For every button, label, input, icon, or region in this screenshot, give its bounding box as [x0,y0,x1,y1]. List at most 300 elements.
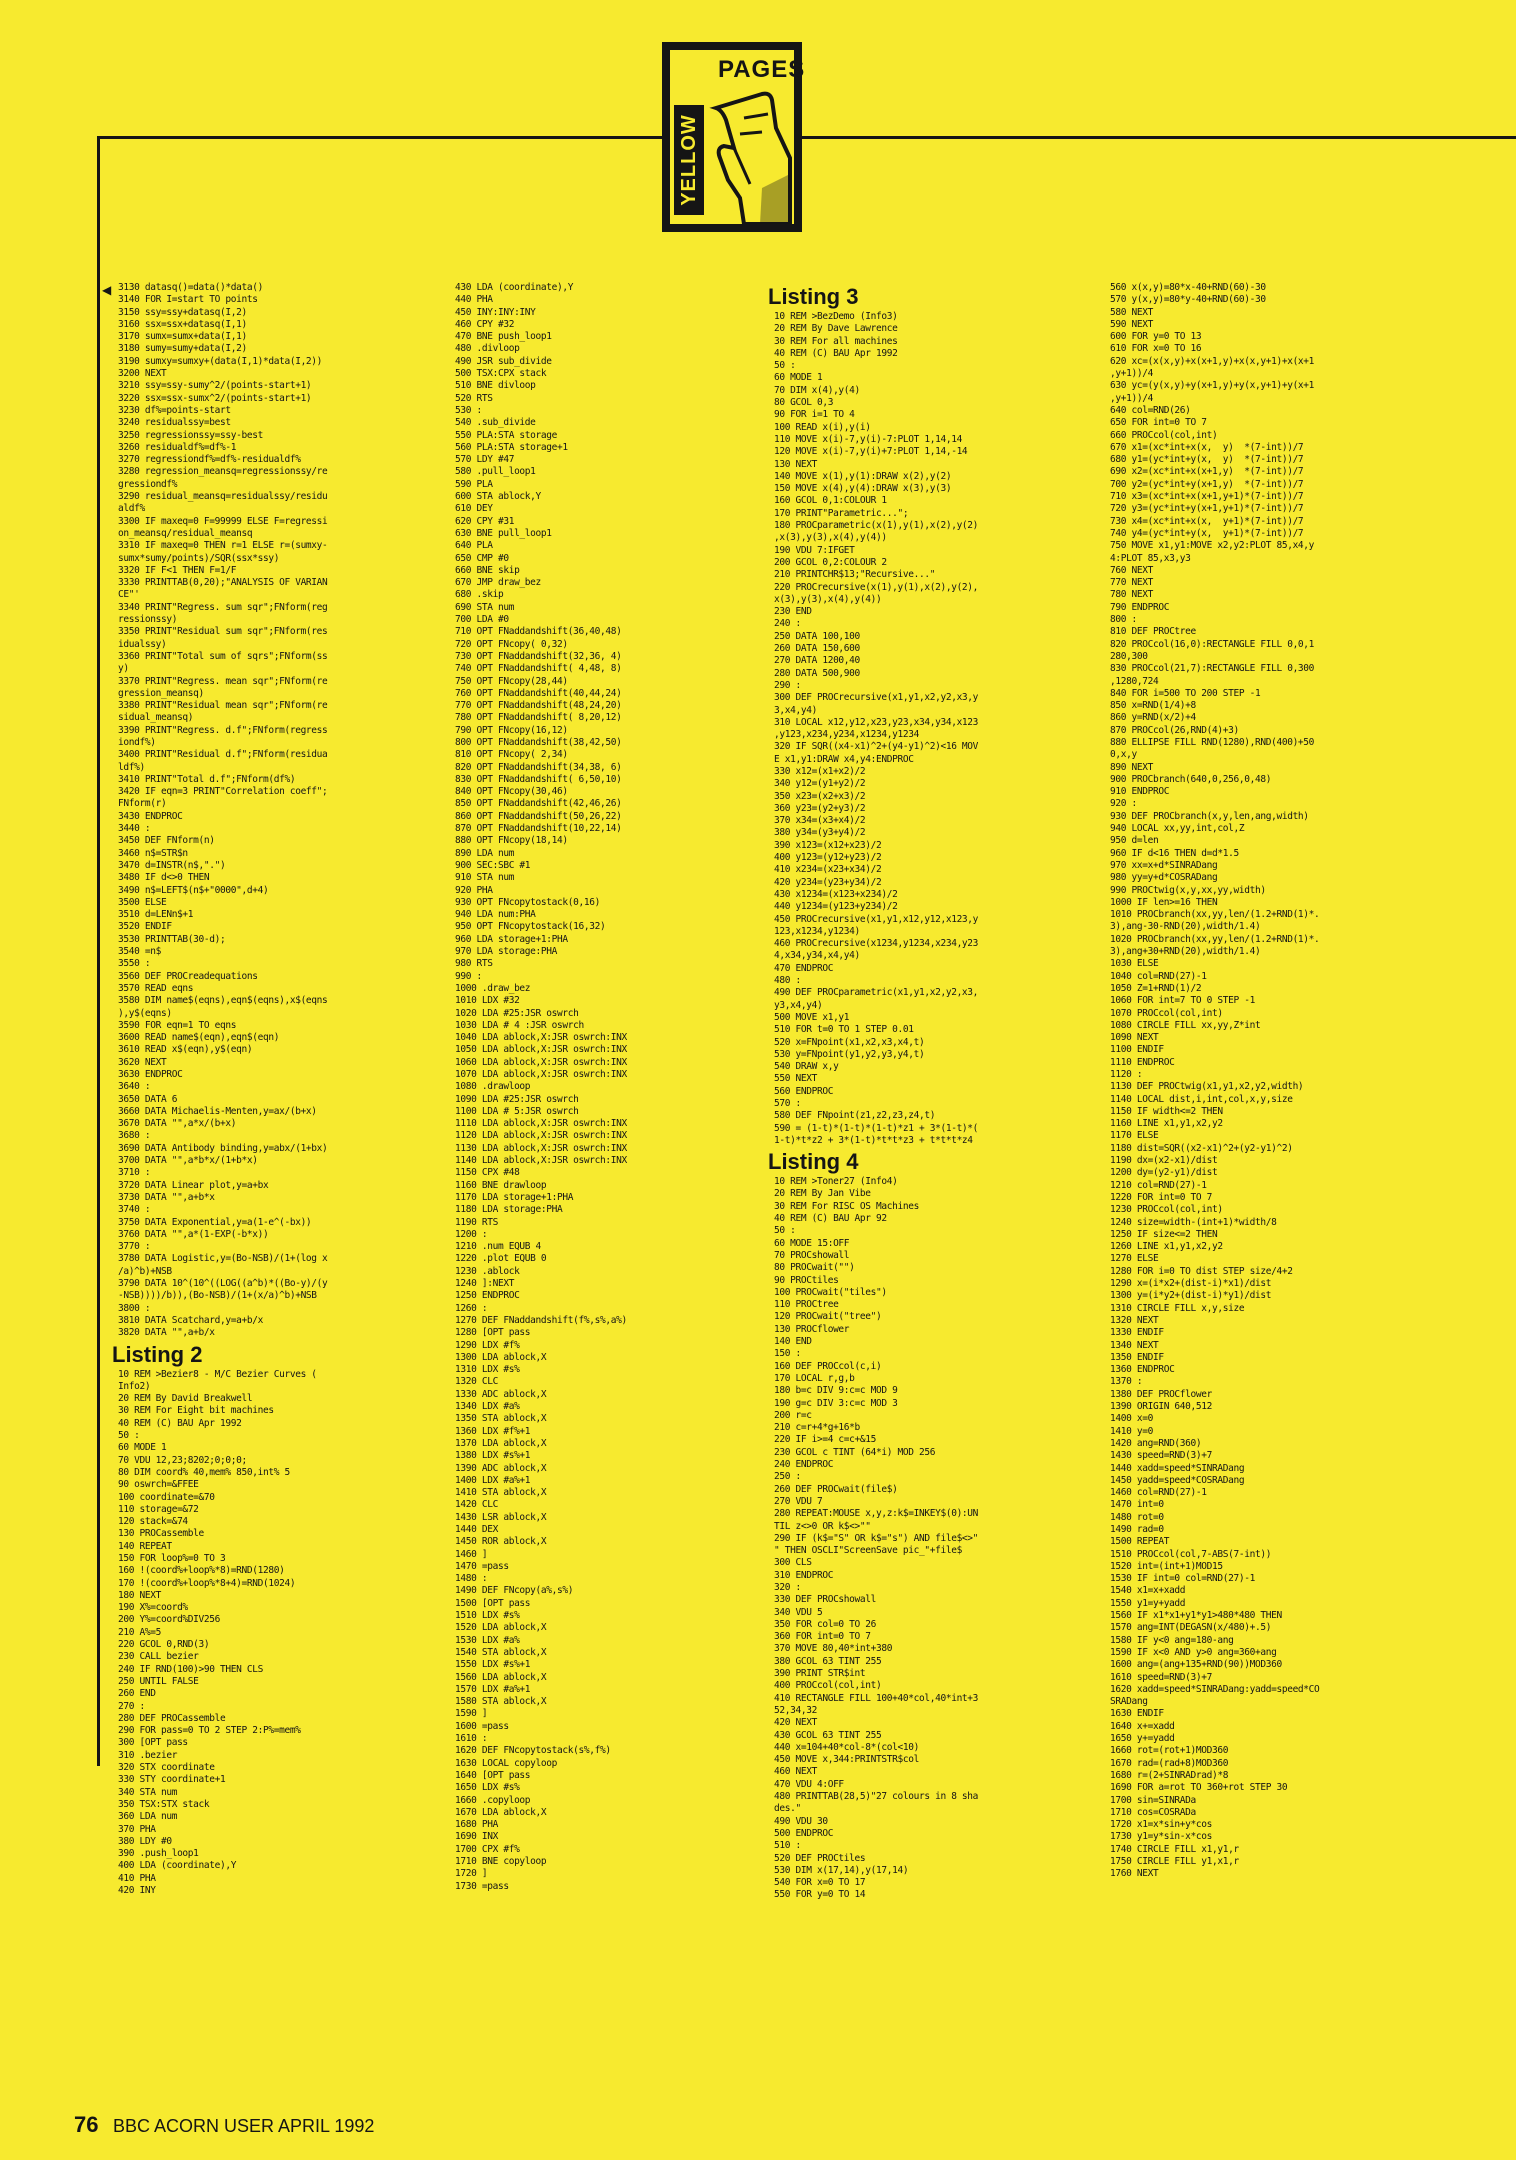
code-line: 440 y1234=(y123+y234)/2 [774,901,898,913]
code-line: 3),ang+30+RND(20),width/1.4) [1110,946,1261,958]
code-line: 680 y1=(yc*int+y(x, y) *(7-int))/7 [1110,454,1304,466]
code-line: 280,300 [1110,650,1148,662]
code-line: TIL z<>0 OR k$<>"" [774,1520,871,1532]
code-line: 1540 x1=x+xadd [1110,1585,1186,1597]
code-line: 430 x1234=(x123+x234)/2 [774,888,898,900]
code-line: 560 PLA:STA storage+1 [455,441,568,453]
code-line: 10 REM >Toner27 (Info4) [774,1176,898,1188]
code-line: 890 NEXT [1110,761,1153,773]
code-line: 190 VDU 7:IFGET [774,544,855,556]
code-line: 1260 LINE x1,y1,x2,y2 [1110,1241,1223,1253]
code-line: 30 REM For RISC OS Machines [774,1200,919,1212]
code-line: 290 FOR pass=0 TO 2 STEP 2:P%=mem% [118,1725,301,1737]
code-line: 1700 CPX #f% [455,1843,520,1855]
code-line: 350 x23=(x2+x3)/2 [774,790,866,802]
code-line: 1490 rad=0 [1110,1523,1164,1535]
code-line: 3640 : [118,1081,151,1093]
code-line: 3750 DATA Exponential,y=a(1-e^(-bx)) [118,1216,312,1228]
code-line: 50 : [774,1225,796,1237]
code-line: 180 b=c DIV 9:c=c MOD 9 [774,1385,898,1397]
code-line: 580 NEXT [1110,306,1153,318]
code-line: gressiondf% [118,478,178,490]
code-line: 3290 residual_meansq=residualssy/residu [118,491,328,503]
code-line: 680 .skip [455,589,504,601]
code-line: 470 VDU 4:OFF [774,1778,844,1790]
code-line: 630 BNE pull_loop1 [455,527,552,539]
code-line: 3480 IF d<>0 THEN [118,872,210,884]
code-line: 3230 df%=points-start [118,404,231,416]
code-line: 1710 BNE copyloop [455,1856,547,1867]
code-line: 110 PROCtree [774,1299,839,1311]
page-number: 76 [74,2112,99,2137]
code-line: 200 r=c [774,1409,812,1421]
page-footer [74,2112,374,2138]
code-line: 1380 LDX #s%+1 [455,1450,531,1462]
code-line: 810 OPT FNcopy( 2,34) [455,749,568,761]
code-line: 960 IF d<16 THEN d=d*1.5 [1110,847,1239,859]
code-line: 3590 FOR eqn=1 TO eqns [118,1019,237,1031]
code-line: y) [118,663,129,675]
code-line: 1120 LDA ablock,X:JSR oswrch:INX [455,1130,627,1142]
code-line: 780 NEXT [1110,589,1153,601]
code-line: 1130 DEF PROCtwig(x1,y1,x2,y2,width) [1110,1081,1304,1093]
code-line: 3600 READ name$(eqn),eqn$(eqn) [118,1032,280,1044]
code-line: 580 .pull_loop1 [455,466,536,478]
code-line: /a)^b)+NSB [118,1265,172,1277]
code-line: 1160 LINE x1,y1,x2,y2 [1110,1118,1223,1130]
code-line: 280 DATA 500,900 [774,667,860,679]
code-line: 1350 ENDIF [1110,1351,1164,1363]
code-line: 1090 LDA #25:JSR oswrch [455,1093,579,1105]
code-line: 870 OPT FNaddandshift(10,22,14) [455,823,622,835]
code-line: 460 PROCrecursive(x1234,y1234,x234,y23 [774,938,979,950]
code-line: 80 PROCwait("") [774,1262,855,1274]
code-line: 880 ELLIPSE FILL RND(1280),RND(400)+50 [1110,736,1315,748]
code-line: 730 x4=(xc*int+x(x, y+1)*(7-int))/7 [1110,515,1304,527]
code-line: 1150 IF width<=2 THEN [1110,1105,1223,1117]
code-line: 430 GCOL 63 TINT 255 [774,1729,882,1741]
code-line: 3,x4,y4) [774,704,817,716]
code-line: 120 PROCwait("tree") [774,1311,882,1323]
code-line: 3500 ELSE [118,896,167,908]
code-line: 790 ENDPROC [1110,601,1170,613]
code-line: 180 NEXT [118,1589,161,1601]
code-line: 50 : [118,1430,140,1442]
code-line: 710 x3=(xc*int+x(x+1,y+1)*(7-int))/7 [1110,491,1304,503]
hand-icon [710,88,794,224]
code-line: 290 : [774,679,801,691]
code-line: 3340 PRINT"Regress. sum sqr";FNform(reg [118,601,328,613]
code-line: 200 Y%=coord%DIV256 [118,1614,221,1626]
code-line: 80 GCOL 0,3 [774,397,834,409]
code-line: 1080 .drawloop [455,1081,531,1093]
code-line: 520 RTS [455,392,493,404]
code-line: 580 DEF FNpoint(z1,z2,z3,z4,t) [774,1110,936,1122]
code-line: 920 PHA [455,884,493,896]
code-line: 1220 .plot EQUB 0 [455,1253,547,1265]
code-line: 123,x1234,y1234) [774,925,860,937]
code-line: 890 LDA num [455,847,515,859]
code-line: 420 NEXT [774,1717,817,1729]
code-line: 440 PHA [455,294,493,306]
code-line: 3220 ssx=ssx-sumx^2/(points-start+1) [118,392,312,404]
code-line: 510 BNE divloop [455,380,536,392]
code-line: 540 .sub_divide [455,417,536,429]
code-line: 150 FOR loop%=0 TO 3 [118,1552,226,1564]
code-line: 830 OPT FNaddandshift( 6,50,10) [455,773,622,785]
code-line: 630 yc=(y(x,y)+y(x+1,y)+y(x,y+1)+y(x+1 [1110,380,1315,392]
code-line: 1230 .ablock [455,1265,520,1277]
code-line: 420 INY [118,1885,156,1896]
code-line: 670 JMP draw_bez [455,577,541,589]
code-line: 3560 DEF PROCreadequations [118,970,258,982]
code-line: 60 MODE 15:OFF [774,1237,850,1249]
code-line: -NSB))))/b)),(Bo-NSB)/(1+(x/a)^b)+NSB [118,1290,317,1302]
code-line: 590 PLA [455,478,493,490]
code-line: 900 PROCbranch(640,0,256,0,48) [1110,773,1272,785]
code-line: 1650 y+=yadd [1110,1733,1175,1745]
code-line: 1220 FOR int=0 TO 7 [1110,1191,1213,1203]
code-line: 1740 CIRCLE FILL x1,y1,r [1110,1843,1239,1855]
code-line: 450 INY:INY:INY [455,306,536,318]
code-line: 320 : [774,1581,801,1593]
code-line: ,1280,724 [1110,675,1159,687]
code-line: 460 CPY #32 [455,318,515,330]
code-line: 400 LDA (coordinate),Y [118,1860,237,1872]
code-line: 1660 .copyloop [455,1794,531,1806]
code-line: 640 col=RND(26) [1110,404,1191,416]
code-line: 970 LDA storage:PHA [455,946,558,958]
code-line: 360 FOR int=0 TO 7 [774,1631,871,1643]
code-line: 1620 DEF FNcopytostack(s%,f%) [455,1745,611,1757]
code-line: 1750 CIRCLE FILL y1,x1,r [1110,1856,1239,1867]
code-line: 3730 DATA "",a+b*x [118,1191,215,1203]
code-line: 1250 IF size<=2 THEN [1110,1228,1218,1240]
code-line: 3470 d=INSTR(n$,".") [118,859,226,871]
code-line: 1280 [OPT pass [455,1327,531,1339]
code-line: 730 OPT FNaddandshift(32,36, 4) [455,650,622,662]
code-line: 740 y4=(yc*int+y(x, y+1)*(7-int))/7 [1110,527,1304,539]
code-line: 480 PRINTTAB(28,5)"27 colours in 8 sha [774,1791,979,1803]
code-line: 410 x234=(x23+x34)/2 [774,864,882,876]
code-line: 980 yy=y+d*COSRADang [1110,872,1218,884]
code-line: 3400 PRINT"Residual d.f";FNform(residua [118,749,328,761]
code-line: ,y+1))/4 [1110,368,1153,380]
code-line: 1480 : [455,1573,488,1585]
code-line: 1070 PROCcol(col,int) [1110,1007,1223,1019]
code-line: 230 END [774,606,812,618]
code-line: 1400 x=0 [1110,1413,1153,1425]
code-line: 650 FOR int=0 TO 7 [1110,417,1207,429]
code-line: 690 STA num [455,601,515,613]
code-line: 1280 FOR i=0 TO dist STEP size/4+2 [1110,1265,1293,1277]
code-line: 1180 dist=SQR((x2-x1)^2+(y2-y1)^2) [1110,1142,1293,1154]
code-line: 1290 LDX #f% [455,1339,520,1351]
code-line: 1720 ] [455,1868,488,1880]
code-line: 250 DATA 100,100 [774,630,860,642]
code-line: 750 MOVE x1,y1:MOVE x2,y2:PLOT 85,x4,y [1110,540,1315,552]
code-line: 1480 rot=0 [1110,1511,1164,1523]
logo-pages-word: PAGES [718,56,806,83]
code-line: 170 LOCAL r,g,b [774,1372,855,1384]
code-line: 450 MOVE x,344:PRINTSTR$col [774,1754,919,1766]
code-line: 970 xx=x+d*SINRADang [1110,859,1218,871]
code-line: 1130 LDA ablock,X:JSR oswrch:INX [455,1142,627,1154]
code-line: 1070 LDA ablock,X:JSR oswrch:INX [455,1069,627,1080]
code-line: 250 UNTIL FALSE [118,1675,199,1687]
code-line: des." [774,1803,801,1815]
code-line: 1460 col=RND(27)-1 [1110,1487,1207,1499]
code-line: 1080 CIRCLE FILL xx,yy,Z*int [1110,1019,1261,1031]
code-line: 90 PROCtiles [774,1274,839,1286]
code-line: 260 END [118,1688,156,1700]
code-line: 110 storage=&72 [118,1503,199,1515]
code-line: " THEN OSCLI"ScreenSave pic_"+file$ [774,1545,962,1557]
code-line: 1230 PROCcol(col,int) [1110,1204,1223,1216]
code-line: 130 PROCassemble [118,1528,204,1540]
code-line: 180 PROCparametric(x(1),y(1),x(2),y(2) [774,520,979,532]
code-line: ,y+1))/4 [1110,392,1153,404]
code-line: 400 y123=(y12+y23)/2 [774,852,882,864]
code-line: 710 OPT FNaddandshift(36,40,48) [455,626,622,638]
code-line: 170 !(coord%+loop%*8+4)=RND(1024) [118,1577,296,1589]
code-line: 30 REM For all machines [774,335,898,347]
code-line: 1680 PHA [455,1819,498,1831]
code-line: 4,x34,y34,x4,y4) [774,950,860,962]
code-line: 330 x12=(x1+x2)/2 [774,765,866,777]
code-line: 590 NEXT [1110,318,1153,330]
code-line: 1040 LDA ablock,X:JSR oswrch:INX [455,1032,627,1044]
code-line: 370 PHA [118,1823,156,1835]
code-line: 430 LDA (coordinate),Y [455,282,574,293]
code-line: 510 FOR t=0 TO 1 STEP 0.01 [774,1024,914,1036]
code-line: 3180 sumy=sumy+data(I,2) [118,343,247,355]
code-line: 3310 IF maxeq=0 THEN r=1 ELSE r=(sumxy- [118,540,328,552]
code-line: 530 DIM x(17,14),y(17,14) [774,1864,909,1876]
code-line: 1670 LDA ablock,X [455,1806,547,1818]
code-line: 570 y(x,y)=80*y-40+RND(60)-30 [1110,294,1266,306]
code-line: 1170 LDA storage+1:PHA [455,1191,574,1203]
code-line: 1050 Z=1+RND(1)/2 [1110,982,1202,994]
code-line: 3450 DEF FNform(n) [118,835,215,847]
code-line: 540 DRAW x,y [774,1061,839,1073]
code-line: 0,x,y [1110,749,1137,761]
code-line: 930 DEF PROCbranch(x,y,len,ang,width) [1110,810,1309,822]
code-line: 3250 regressionssy=ssy-best [118,429,263,441]
code-line: 1180 LDA storage:PHA [455,1204,563,1216]
code-line: 1670 rad=(rad+8)MOD360 [1110,1757,1229,1769]
code-line: 1340 NEXT [1110,1339,1159,1351]
code-line: 1450 ROR ablock,X [455,1536,547,1548]
code-line: 1270 ELSE [1110,1253,1159,1265]
code-line: 1010 PROCbranch(xx,yy,len/(1.2+RND(1)*. [1110,909,1320,921]
code-line: 3300 IF maxeq=0 F=99999 ELSE F=regressi [118,515,328,527]
code-line: 270 DATA 1200,40 [774,655,860,667]
code-line: 980 RTS [455,958,493,970]
code-line: 390 .push_loop1 [118,1848,199,1860]
code-line: 1250 ENDPROC [455,1290,520,1302]
code-line: 190 X%=coord% [118,1602,188,1614]
code-line: 440 x=104+40*col-8*(col<10) [774,1741,919,1753]
code-line: 3440 : [118,823,151,835]
code-line: 1530 IF int=0 col=RND(27)-1 [1110,1573,1255,1585]
code-line: 3150 ssy=ssy+datasq(I,2) [118,306,247,318]
code-line: 10 REM >BezDemo (Info3) [774,311,898,322]
code-line: 1210 .num EQUB 4 [455,1241,541,1253]
code-line: 120 stack=&74 [118,1516,188,1528]
code-line: 560 ENDPROC [774,1085,834,1097]
code-line: 400 PROCcol(col,int) [774,1680,882,1692]
code-line: 1430 LSR ablock,X [455,1511,547,1523]
code-line: 3390 PRINT"Regress. d.f";FNform(regress [118,724,328,736]
code-line: 840 FOR i=500 TO 200 STEP -1 [1110,687,1261,699]
code-line: 850 OPT FNaddandshift(42,46,26) [455,798,622,810]
code-line: 1210 col=RND(27)-1 [1110,1179,1207,1191]
code-line: 1640 [OPT pass [455,1769,531,1781]
code-line: 20 REM By Jan Vibe [774,1188,871,1200]
code-line: 760 OPT FNaddandshift(40,44,24) [455,687,622,699]
code-line: 3760 DATA "",a*(1-EXP(-b*x)) [118,1228,269,1240]
code-line: 1500 REPEAT [1110,1536,1170,1548]
code-line: 1640 x+=xadd [1110,1720,1175,1732]
code-line: 1690 FOR a=rot TO 360+rot STEP 30 [1110,1782,1288,1794]
code-line: 460 NEXT [774,1766,817,1778]
code-line: ressionssy) [118,614,178,626]
code-line: sidual_meansq) [118,712,194,724]
code-line: 1600 =pass [455,1720,509,1732]
code-line: 1380 DEF PROCflower [1110,1388,1213,1400]
code-line: 500 MOVE x1,y1 [774,1011,850,1023]
code-line: 3800 : [118,1302,151,1314]
code-column-1 [112,282,328,1897]
code-line: 370 MOVE 80,40*int+380 [774,1643,893,1655]
code-line: 510 : [774,1840,801,1852]
code-line: 1420 CLC [455,1499,498,1511]
code-line: 3350 PRINT"Residual sum sqr";FNform(res [118,626,328,638]
code-line: 320 IF SQR((x4-x1)^2+(y4-y1)^2)<16 MOV [774,741,979,753]
code-line: 3620 NEXT [118,1056,167,1068]
code-line: 310 ENDPROC [774,1569,834,1581]
code-line: 770 NEXT [1110,577,1153,589]
code-line: 160 !(coord%+loop%*8)=RND(1280) [118,1565,285,1577]
code-line: 900 SEC:SBC #1 [455,859,531,871]
code-line: 70 PROCshowall [774,1249,850,1261]
code-line: 790 OPT FNcopy(16,12) [455,724,568,736]
code-line: 530 y=FNpoint(y1,y2,y3,y4,t) [774,1048,925,1060]
code-line: 1000 IF len>=16 THEN [1110,896,1218,908]
code-line: 1550 y1=y+yadd [1110,1597,1186,1609]
code-line: 600 STA ablock,Y [455,491,541,503]
code-line: 560 x(x,y)=80*x-40+RND(60)-30 [1110,282,1266,293]
code-line: 1660 rot=(rot+1)MOD360 [1110,1745,1229,1757]
code-line: 230 CALL bezier [118,1651,199,1663]
code-line: 520 x=FNpoint(x1,x2,x3,x4,t) [774,1036,925,1048]
code-line: 1020 LDA #25:JSR oswrch [455,1007,579,1019]
code-line: 700 y2=(yc*int+y(x+1,y) *(7-int))/7 [1110,478,1304,490]
code-line: 20 REM By David Breakwell [118,1393,253,1405]
code-line: 130 PROCflower [774,1323,850,1335]
code-line: 270 : [118,1700,145,1712]
code-line: 310 LOCAL x12,y12,x23,y23,x34,y34,x123 [774,716,979,728]
code-line: 3630 ENDPROC [118,1069,183,1080]
code-line: 100 READ x(i),y(i) [774,421,871,433]
code-line: 650 CMP #0 [455,552,509,564]
code-line: 1600 ang=(ang+135+RND(90))MOD360 [1110,1659,1282,1671]
code-line: 3670 DATA "",a*x/(b+x) [118,1118,237,1130]
code-line: 520 DEF PROCtiles [774,1852,866,1864]
code-line: 30 REM For Eight bit machines [118,1405,274,1417]
code-column-2 [455,282,627,1893]
code-line: 3820 DATA "",a+b/x [118,1327,215,1339]
code-line: 690 x2=(xc*int+x(x+1,y) *(7-int))/7 [1110,466,1304,478]
code-line: 1120 : [1110,1069,1143,1080]
code-line: 1350 STA ablock,X [455,1413,547,1425]
code-line: 160 GCOL 0,1:COLOUR 1 [774,495,887,507]
code-line: 1560 LDA ablock,X [455,1671,547,1683]
code-line: 470 BNE push_loop1 [455,331,552,343]
code-line: 3510 d=LENn$+1 [118,909,194,921]
code-line: 170 PRINT"Parametric..."; [774,507,909,519]
continuation-arrow-icon: ◀ [102,283,112,297]
code-line: 1170 ELSE [1110,1130,1159,1142]
code-line: 1040 col=RND(27)-1 [1110,970,1207,982]
code-line: 3710 : [118,1167,151,1179]
code-line: 410 RECTANGLE FILL 100+40*col,40*int+3 [774,1692,979,1704]
code-line: 1520 LDA ablock,X [455,1622,547,1634]
code-line: 300 DEF PROCrecursive(x1,y1,x2,y2,x3,y [774,692,979,704]
code-line: 720 OPT FNcopy( 0,32) [455,638,568,650]
code-line: 1270 DEF FNaddandshift(f%,s%,a%) [455,1314,627,1326]
code-line: 1370 LDA ablock,X [455,1437,547,1449]
code-line: 3770 : [118,1241,151,1253]
code-line: 3370 PRINT"Regress. mean sqr";FNform(re [118,675,328,687]
code-line: 1440 xadd=speed*SINRADang [1110,1462,1245,1474]
code-line: on_meansq/residual_meansq [118,527,253,539]
code-line: 1030 LDA # 4 :JSR oswrch [455,1019,584,1031]
code-line: 1500 [OPT pass [455,1597,531,1609]
code-line: 740 OPT FNaddandshift( 4,48, 8) [455,663,622,675]
code-line: 380 GCOL 63 TINT 255 [774,1655,882,1667]
code-line: 1190 dx=(x2-x1)/dist [1110,1155,1218,1167]
code-line: 3420 IF eqn=3 PRINT"Correlation coeff"; [118,786,328,798]
code-line: 240 : [774,618,801,630]
code-line: 1580 STA ablock,X [455,1696,547,1708]
code-line: 1410 STA ablock,X [455,1487,547,1499]
code-line: 110 MOVE x(i)-7,y(i)-7:PLOT 1,14,14 [774,433,962,445]
code-line: 120 MOVE x(i)-7,y(i)+7:PLOT 1,14,-14 [774,446,968,458]
code-line: 390 x123=(x12+x23)/2 [774,839,882,851]
code-line: 140 REPEAT [118,1540,172,1552]
code-line: 700 LDA #0 [455,614,509,626]
code-line: 52,34,32 [774,1704,817,1716]
code-line: 3650 DATA 6 [118,1093,178,1105]
code-line: 500 ENDPROC [774,1827,834,1839]
code-line: 550 PLA:STA storage [455,429,558,441]
code-line: 1360 LDX #f%+1 [455,1425,531,1437]
code-line: 3460 n$=STR$n [118,847,188,859]
code-line: 960 LDA storage+1:PHA [455,933,568,945]
code-line: 280 REPEAT:MOUSE x,y,z:k$=INKEY$(0):UN [774,1508,979,1520]
code-line: 1700 sin=SINRADa [1110,1794,1196,1806]
code-line: 1370 : [1110,1376,1143,1388]
code-line: 940 LDA num:PHA [455,909,536,921]
code-line: 1390 ORIGIN 640,512 [1110,1401,1213,1413]
code-line: 1720 x1=x*sin+y*cos [1110,1819,1213,1831]
code-line: 300 CLS [774,1557,812,1569]
code-line: 1090 NEXT [1110,1032,1159,1044]
code-line: 1060 LDA ablock,X:JSR oswrch:INX [455,1056,627,1068]
code-line: 540 FOR x=0 TO 17 [774,1877,866,1889]
